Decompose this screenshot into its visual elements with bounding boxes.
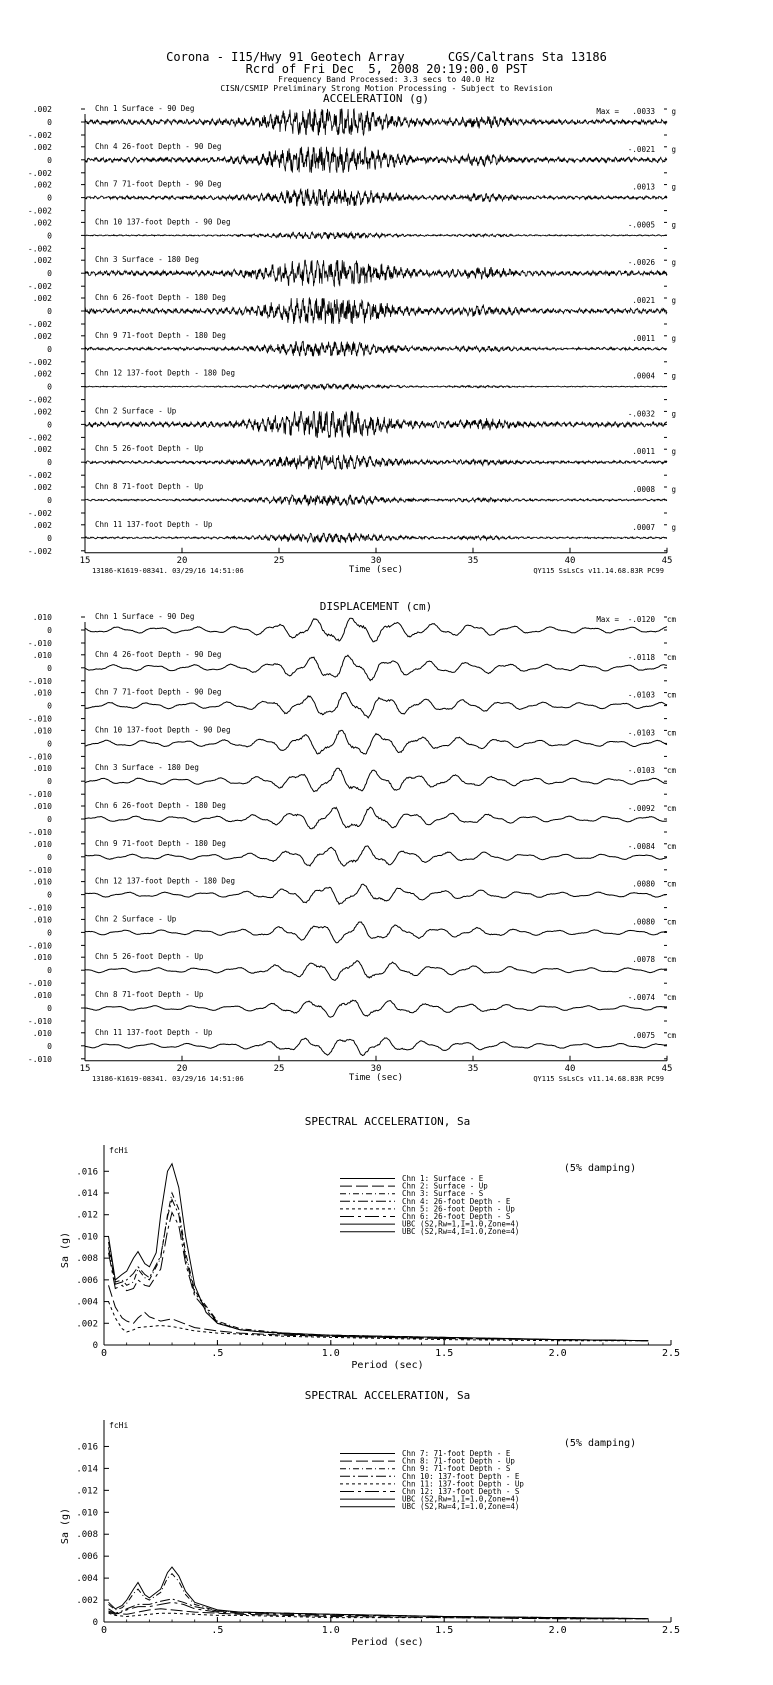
x-tick-label: 15 (79, 1063, 91, 1074)
max-value: -.0074 (627, 993, 655, 1002)
x-tick-label: .5 (211, 1625, 224, 1636)
max-value: .0011 (632, 333, 655, 343)
y-tick-label: .010 (76, 1232, 98, 1243)
waveform-trace (85, 384, 667, 389)
unit-label: g (671, 258, 676, 268)
y-tick-label: 0 (47, 663, 52, 673)
unit-label: cm (666, 993, 676, 1002)
y-tick-label: -.010 (27, 828, 52, 837)
x-tick-label: 1.5 (435, 1348, 454, 1359)
waveform-trace (85, 342, 667, 356)
y-tick-label: -.002 (27, 546, 52, 556)
footer-right: QY115 SsLsCs v11.14.68.83R PC99 (533, 1074, 664, 1083)
x-tick-label: 30 (370, 1063, 382, 1074)
x-tick-label: 20 (176, 1063, 188, 1074)
y-tick-label: .002 (76, 1596, 98, 1607)
unit-label: g (671, 371, 676, 381)
max-value: -.0103 (627, 728, 655, 738)
channel-label: Chn 2 Surface - Up (95, 406, 177, 416)
waveform-trace (85, 533, 667, 542)
legend-entry: Chn 2: Surface - Up (402, 1181, 488, 1191)
x-tick-label: 25 (273, 555, 285, 566)
y-tick-label: .016 (76, 1442, 98, 1453)
channel-label: Chn 8 71-foot Depth - Up (95, 990, 204, 999)
max-value: .0033 (632, 107, 655, 116)
waveform-trace (85, 1000, 667, 1017)
x-tick-label: 40 (564, 1063, 576, 1074)
y-tick-label: .002 (32, 105, 52, 114)
y-tick-label: -.010 (27, 979, 52, 989)
y-tick-label: 0 (47, 307, 52, 316)
y-tick-label: .008 (76, 1254, 98, 1265)
unit-label: cm (666, 841, 676, 851)
channel-label: Chn 3 Surface - 180 Deg (95, 255, 199, 265)
y-tick-label: 0 (47, 777, 52, 787)
x-tick-label: 45 (661, 555, 673, 566)
x-tick-label: 2.5 (661, 1348, 681, 1359)
waveform-trace (85, 961, 667, 981)
panel-title: SPECTRAL ACCELERATION, Sa (304, 1115, 471, 1128)
y-tick-label: .002 (32, 294, 52, 303)
spectrum-series-line (109, 1193, 649, 1341)
processing-note: CISN/CSMIP Preliminary Strong Motion Processing - Subject to Revision (220, 84, 553, 93)
y-tick-label: 0 (47, 626, 52, 635)
channel-label: Chn 11 137-foot Depth - Up (95, 519, 213, 529)
damping-label: (5% damping) (563, 1438, 637, 1449)
channel-label: Chn 5 26-foot Depth - Up (95, 444, 204, 454)
unit-label: cm (666, 766, 676, 776)
channel-label: Chn 10 137-foot Depth - 90 Deg (95, 725, 231, 735)
y-tick-label: .002 (32, 256, 52, 266)
unit-label: g (671, 220, 676, 230)
waveform-trace (85, 495, 667, 505)
y-tick-label: -.002 (27, 395, 52, 405)
y-tick-label: .002 (32, 369, 52, 379)
panel-title: ACCELERATION (g) (323, 92, 429, 105)
y-tick-label: -.002 (27, 282, 52, 292)
max-value: .0011 (632, 447, 655, 457)
waveform-trace (85, 884, 667, 904)
corner-label: fcHi (109, 1421, 129, 1430)
y-tick-label: -.010 (27, 903, 52, 913)
unit-label: cm (666, 1030, 676, 1040)
y-tick-label: -.002 (27, 131, 52, 140)
footer-left: 13186-K1619-08341. 03/29/16 14:51:06 (92, 1074, 244, 1083)
y-tick-label: 0 (47, 1041, 52, 1051)
channel-label: Chn 7 71-foot Depth - 90 Deg (95, 179, 222, 189)
x-tick-label: 35 (467, 1063, 479, 1074)
y-tick-label: -.002 (27, 471, 52, 481)
unit-label: g (671, 522, 676, 532)
legend-entry: Chn 11: 137-foot Depth - Up (402, 1479, 524, 1489)
unit-label: g (671, 182, 676, 192)
channel-label: Chn 12 137-foot Depth - 180 Deg (95, 876, 235, 886)
unit-label: cm (666, 652, 676, 662)
waveform-trace (85, 618, 667, 642)
corner-label: fcHi (109, 1146, 129, 1155)
y-tick-label: 0 (47, 344, 52, 354)
channel-label: Chn 1 Surface - 90 Deg (95, 612, 195, 621)
y-axis-label: Sa (g) (60, 1507, 71, 1545)
channel-label: Chn 6 26-foot Depth - 180 Deg (95, 293, 226, 302)
x-tick-label: 35 (467, 555, 479, 566)
y-tick-label: .014 (76, 1464, 98, 1475)
y-tick-label: .002 (32, 218, 52, 228)
unit-label: cm (666, 690, 676, 700)
waveform-trace (85, 922, 667, 943)
y-tick-label: .002 (32, 483, 52, 492)
unit-label: cm (666, 917, 676, 927)
y-tick-label: -.010 (27, 714, 52, 724)
y-tick-label: 0 (47, 739, 52, 749)
channel-label: Chn 4 26-foot Depth - 90 Deg (95, 141, 222, 151)
y-tick-label: .010 (32, 613, 52, 622)
unit-label: g (671, 333, 676, 343)
y-tick-label: -.002 (27, 357, 52, 367)
x-tick-label: 1.0 (321, 1625, 340, 1636)
damping-label: (5% damping) (563, 1163, 637, 1174)
frequency-band: Frequency Band Processed: 3.3 secs to 40.0 Hz (278, 75, 495, 84)
waveform-trace (85, 1038, 667, 1056)
max-value: .0007 (632, 522, 655, 532)
y-tick-label: 0 (47, 458, 52, 468)
unit-label: g (671, 107, 676, 116)
x-axis-label: Time (sec) (348, 564, 404, 575)
y-tick-label: .008 (76, 1530, 98, 1541)
x-tick-label: 0 (100, 1348, 108, 1359)
y-tick-label: 0 (47, 155, 52, 165)
max-value: .0008 (632, 485, 655, 494)
unit-label: g (671, 296, 676, 305)
y-tick-label: .002 (76, 1319, 98, 1330)
y-tick-label: .006 (76, 1275, 98, 1286)
max-value: -.0032 (627, 409, 655, 419)
spectrum-series-line (109, 1285, 649, 1340)
x-tick-label: 1.0 (321, 1348, 340, 1359)
y-tick-label: -.002 (27, 206, 52, 216)
waveform-trace (85, 455, 667, 469)
unit-label: g (671, 485, 676, 494)
max-value: .0004 (632, 371, 655, 381)
max-value: .0075 (632, 1030, 655, 1040)
spectrum-series-line (109, 1164, 649, 1341)
x-tick-label: 30 (370, 555, 382, 566)
y-tick-label: 0 (47, 533, 52, 543)
y-tick-label: -.002 (27, 320, 52, 329)
max-value: -.0118 (627, 652, 655, 662)
channel-label: Chn 10 137-foot Depth - 90 Deg (95, 217, 231, 227)
max-value: -.0092 (627, 804, 655, 813)
y-tick-label: .014 (76, 1189, 98, 1199)
legend-entry: Chn 10: 137-foot Depth - E (402, 1471, 520, 1481)
channel-label: Chn 11 137-foot Depth - Up (95, 1027, 213, 1037)
legend-entry: UBC (S2,Rw=1,I=1.0,Zone=4) (402, 1494, 520, 1504)
spectrum-series-line (109, 1302, 649, 1341)
max-value: -.0084 (627, 841, 655, 851)
y-tick-label: 0 (92, 1341, 98, 1351)
legend-entry: Chn 4: 26-foot Depth - E (402, 1196, 511, 1206)
max-label: Max = (596, 615, 619, 624)
y-tick-label: .010 (32, 688, 52, 698)
channel-label: Chn 8 71-foot Depth - Up (95, 482, 204, 491)
channel-label: Chn 2 Surface - Up (95, 914, 177, 924)
y-tick-label: .012 (76, 1210, 98, 1221)
channel-label: Chn 12 137-foot Depth - 180 Deg (95, 368, 235, 378)
y-tick-label: .002 (32, 445, 52, 455)
y-tick-label: 0 (47, 890, 52, 900)
y-tick-label: 0 (47, 118, 52, 127)
y-tick-label: -.002 (27, 433, 52, 443)
station-title: Corona - I15/Hwy 91 Geotech Array CGS/Caltrans Sta 13186 (166, 50, 607, 64)
max-value: -.0103 (627, 690, 655, 700)
max-label: Max = (596, 107, 619, 116)
legend-entry: Chn 6: 26-foot Depth - S (402, 1212, 511, 1221)
y-tick-label: 0 (47, 928, 52, 938)
x-axis-label: Period (sec) (351, 1360, 424, 1371)
x-tick-label: 2.0 (548, 1625, 567, 1636)
y-tick-label: .002 (32, 331, 52, 341)
y-tick-label: -.010 (27, 752, 52, 762)
y-tick-label: .004 (76, 1297, 98, 1308)
y-tick-label: .010 (32, 726, 52, 736)
max-value: .0078 (632, 955, 655, 965)
y-tick-label: -.010 (27, 1017, 52, 1026)
y-tick-label: 0 (47, 269, 52, 279)
x-tick-label: 15 (79, 555, 91, 566)
y-tick-label: 0 (47, 1004, 52, 1013)
channel-label: Chn 4 26-foot Depth - 90 Deg (95, 649, 222, 659)
x-axis-label: Period (sec) (351, 1637, 424, 1648)
legend-entry: UBC (S2,Rw=4,I=1.0,Zone=4) (402, 1227, 520, 1237)
legend-entry: Chn 9: 71-foot Depth - S (402, 1464, 511, 1474)
y-tick-label: -.010 (27, 865, 52, 875)
legend-entry: UBC (S2,Rw=1,I=1.0,Zone=4) (402, 1219, 520, 1229)
y-tick-label: -.010 (27, 1054, 52, 1064)
y-tick-label: .012 (76, 1486, 98, 1497)
x-tick-label: 40 (564, 555, 576, 566)
unit-label: cm (666, 615, 676, 624)
unit-label: g (671, 447, 676, 457)
spectrum-series-line (109, 1602, 649, 1618)
y-tick-label: .010 (76, 1508, 98, 1519)
y-tick-label: -.010 (27, 790, 52, 800)
channel-label: Chn 3 Surface - 180 Deg (95, 763, 199, 773)
y-tick-label: 0 (47, 701, 52, 711)
max-value: .0080 (632, 879, 655, 889)
channel-label: Chn 9 71-foot Depth - 180 Deg (95, 838, 226, 848)
y-tick-label: .006 (76, 1552, 98, 1563)
y-tick-label: 0 (47, 815, 52, 824)
channel-label: Chn 9 71-foot Depth - 180 Deg (95, 330, 226, 340)
y-tick-label: 0 (92, 1618, 98, 1628)
x-axis-label: Time (sec) (348, 1072, 404, 1083)
waveform-trace (85, 232, 667, 239)
record-time: Rcrd of Fri Dec 5, 2008 20:19:00.0 PST (245, 62, 528, 76)
channel-label: Chn 1 Surface - 90 Deg (95, 104, 195, 113)
y-tick-label: .002 (32, 180, 52, 190)
y-tick-label: .010 (32, 991, 52, 1000)
y-tick-label: .010 (32, 839, 52, 849)
channel-label: Chn 7 71-foot Depth - 90 Deg (95, 687, 222, 697)
y-tick-label: .010 (32, 915, 52, 925)
waveform-trace (85, 807, 667, 829)
panel-title: SPECTRAL ACCELERATION, Sa (304, 1389, 471, 1402)
y-tick-label: 0 (47, 852, 52, 862)
y-tick-label: .004 (76, 1574, 98, 1585)
legend-entry: Chn 12: 137-foot Depth - S (402, 1487, 520, 1496)
max-value: .0021 (632, 296, 655, 305)
max-value: .0080 (632, 917, 655, 927)
spectrum-series-line (109, 1599, 649, 1619)
y-tick-label: .010 (32, 764, 52, 774)
legend-entry: Chn 1: Surface - E (402, 1174, 484, 1183)
unit-label: cm (666, 728, 676, 738)
unit-label: cm (666, 804, 676, 813)
y-tick-label: .016 (76, 1167, 98, 1178)
y-tick-label: .002 (32, 142, 52, 152)
unit-label: g (671, 409, 676, 419)
max-value: .0013 (632, 182, 655, 192)
y-tick-label: .002 (32, 407, 52, 417)
channel-label: Chn 5 26-foot Depth - Up (95, 952, 204, 962)
y-tick-label: .010 (32, 953, 52, 963)
x-tick-label: 2.0 (548, 1348, 567, 1359)
y-tick-label: -.010 (27, 941, 52, 951)
panel-title: DISPLACEMENT (cm) (319, 600, 433, 613)
max-value: -.0103 (627, 766, 655, 776)
y-tick-label: .010 (32, 1028, 52, 1038)
max-value: -.0026 (627, 258, 655, 268)
unit-label: cm (666, 879, 676, 889)
y-tick-label: .010 (32, 877, 52, 887)
y-tick-label: -.010 (27, 639, 52, 648)
y-tick-label: -.002 (27, 168, 52, 178)
x-tick-label: 25 (273, 1063, 285, 1074)
waveform-trace (85, 846, 667, 866)
y-tick-label: .002 (32, 520, 52, 530)
max-value: -.0120 (627, 615, 655, 624)
footer-left: 13186-K1619-08341. 03/29/16 14:51:06 (92, 566, 244, 575)
unit-label: g (671, 144, 676, 154)
legend-entry: UBC (S2,Rw=4,I=1.0,Zone=4) (402, 1502, 520, 1512)
x-tick-label: 45 (661, 1063, 673, 1074)
footer-right: QY115 SsLsCs v11.14.68.83R PC99 (533, 566, 664, 575)
legend-entry: Chn 3: Surface - S (402, 1189, 484, 1199)
y-tick-label: 0 (47, 382, 52, 392)
y-tick-label: 0 (47, 231, 52, 241)
spectrum-series-line (109, 1567, 649, 1619)
y-tick-label: 0 (47, 496, 52, 505)
x-tick-label: 1.5 (435, 1625, 454, 1636)
y-axis-label: Sa (g) (60, 1231, 71, 1269)
legend-entry: Chn 8: 71-foot Depth - Up (402, 1456, 515, 1466)
y-tick-label: -.002 (27, 509, 52, 518)
legend-entry: Chn 5: 26-foot Depth - Up (402, 1204, 515, 1214)
max-value: -.0005 (627, 220, 655, 230)
x-tick-label: 2.5 (661, 1625, 681, 1636)
waveform-trace (85, 189, 667, 206)
y-tick-label: .010 (32, 802, 52, 811)
x-tick-label: 20 (176, 555, 188, 566)
y-tick-label: -.010 (27, 676, 52, 686)
max-value: -.0021 (627, 144, 655, 154)
y-tick-label: 0 (47, 966, 52, 976)
y-tick-label: -.002 (27, 244, 52, 254)
unit-label: cm (666, 955, 676, 965)
y-tick-label: 0 (47, 420, 52, 430)
y-tick-label: .010 (32, 650, 52, 660)
legend-entry: Chn 7: 71-foot Depth - E (402, 1449, 511, 1458)
x-tick-label: 0 (100, 1625, 108, 1636)
y-tick-label: 0 (47, 193, 52, 203)
channel-label: Chn 6 26-foot Depth - 180 Deg (95, 801, 226, 810)
x-tick-label: .5 (211, 1348, 224, 1359)
